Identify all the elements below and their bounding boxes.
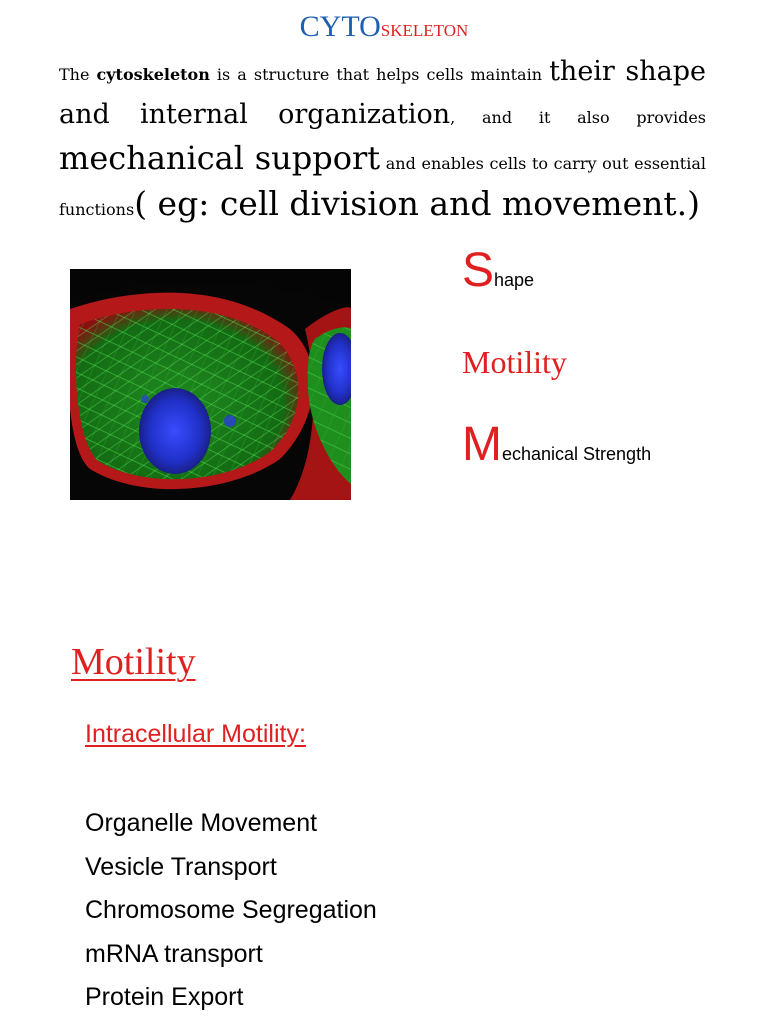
list-item: Protein Export xyxy=(85,983,244,1011)
intro-term: cytoskeleton xyxy=(96,65,210,84)
mnemonic-shape xyxy=(462,243,534,299)
mnemonic-shape-rest: hape xyxy=(494,270,535,290)
mnemonic-mechanical xyxy=(462,417,651,473)
page-title xyxy=(0,10,768,44)
subheading-intracellular: Intracellular Motility: xyxy=(85,720,306,748)
intro-text-2: is a structure that helps cells maintain xyxy=(209,65,550,84)
mnemonic-motility xyxy=(462,344,567,381)
intro-text-4: and enables cells to carry out essential functions xyxy=(59,154,707,219)
intro-text-1: The xyxy=(59,65,97,84)
cell-fluorescence-image xyxy=(70,269,351,500)
title-prefix: CYTO xyxy=(299,10,381,43)
section-heading-motility: Motility xyxy=(71,641,196,683)
intro-paragraph xyxy=(59,52,706,230)
list-item: Organelle Movement xyxy=(85,809,318,837)
mnemonic-motility-text: Motility xyxy=(462,344,567,380)
title-suffix: SKELETON xyxy=(380,21,469,40)
mnemonic-shape-initial: S xyxy=(462,244,495,297)
list-item: Vesicle Transport xyxy=(85,852,277,881)
intro-text-3: , and it also provides xyxy=(450,108,706,127)
motility-list xyxy=(85,802,377,1020)
intro-emphasis-3: ( eg: cell division and movement.) xyxy=(134,184,700,223)
mnemonic-mechanical-rest: echanical Strength xyxy=(501,444,652,464)
intro-emphasis-2: mechanical support xyxy=(59,139,381,177)
list-item: mRNA transport xyxy=(85,939,263,968)
list-item: Chromosome Segregation xyxy=(85,896,377,924)
mnemonic-mechanical-initial: M xyxy=(462,418,502,471)
intro-emphasis-1: their shape and internal organization xyxy=(59,56,707,130)
